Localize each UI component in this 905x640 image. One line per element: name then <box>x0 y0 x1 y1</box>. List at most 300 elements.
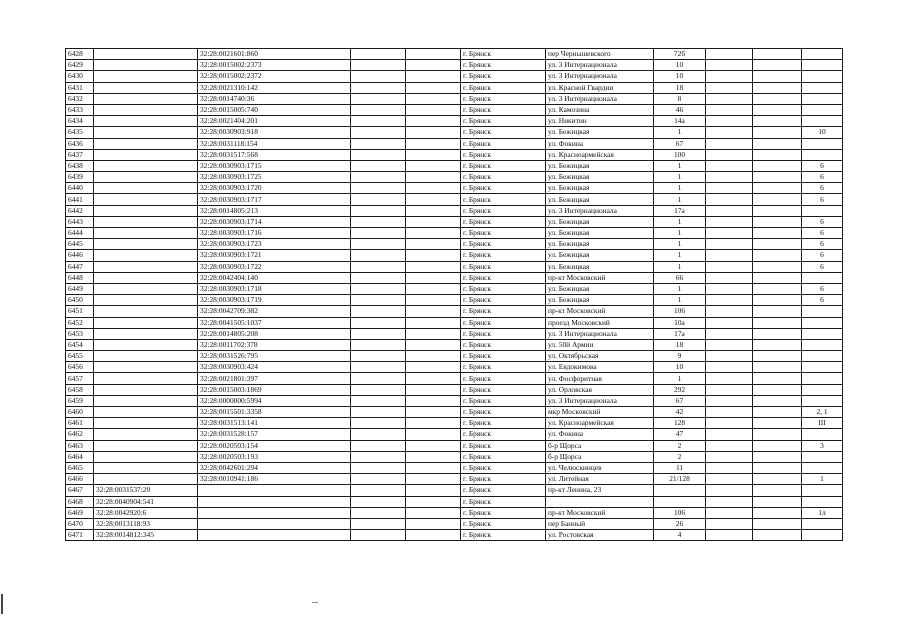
house-number-cell: 1 <box>654 250 706 261</box>
empty-cell <box>406 104 461 115</box>
cadastral-number-cell <box>94 71 198 82</box>
empty-cell <box>406 205 461 216</box>
cadastral-number-cell <box>94 149 198 160</box>
apartment-cell <box>802 384 843 395</box>
empty-cell <box>351 474 406 485</box>
street-cell: ул. Бежицкая <box>546 250 654 261</box>
empty-cell <box>351 295 406 306</box>
empty-cell <box>706 93 753 104</box>
cadastral-number-cell <box>94 261 198 272</box>
city-cell: г. Брянск <box>461 49 546 60</box>
cadastral-number-cell <box>94 362 198 373</box>
empty-cell <box>706 194 753 205</box>
street-cell: ул. Бежицкая <box>546 295 654 306</box>
city-cell: г. Брянск <box>461 351 546 362</box>
apartment-cell: 6 <box>802 295 843 306</box>
street-cell: пер Банный <box>546 518 654 529</box>
row-number-cell: 6466 <box>66 474 94 485</box>
empty-cell <box>406 239 461 250</box>
cadastral-number-alt-cell <box>198 496 351 507</box>
house-number-cell: 10 <box>654 71 706 82</box>
street-cell: ул. Бежицкая <box>546 228 654 239</box>
city-cell: г. Брянск <box>461 317 546 328</box>
apartment-cell <box>802 429 843 440</box>
cadastral-number-cell <box>94 116 198 127</box>
table-row <box>66 216 843 227</box>
empty-cell <box>753 272 802 283</box>
city-cell: г. Брянск <box>461 407 546 418</box>
row-number-cell: 6436 <box>66 138 94 149</box>
empty-cell <box>753 104 802 115</box>
table-row <box>66 328 843 339</box>
city-cell: г. Брянск <box>461 160 546 171</box>
empty-cell <box>351 328 406 339</box>
cadastral-number-cell <box>94 373 198 384</box>
house-number-cell <box>654 485 706 496</box>
cadastral-number-alt-cell: 32:28:0010941:186 <box>198 474 351 485</box>
table-row <box>66 261 843 272</box>
street-cell: ул. 3 Интернационала <box>546 71 654 82</box>
house-number-cell: 100 <box>654 149 706 160</box>
empty-cell <box>706 418 753 429</box>
cadastral-number-cell <box>94 272 198 283</box>
cadastral-number-alt-cell: 32:28:0030903:918 <box>198 127 351 138</box>
empty-cell <box>351 395 406 406</box>
table-row <box>66 82 843 93</box>
apartment-cell: 6 <box>802 183 843 194</box>
row-number-cell: 6470 <box>66 518 94 529</box>
row-number-cell: 6431 <box>66 82 94 93</box>
street-cell: ул. Красной Гвардии <box>546 82 654 93</box>
empty-cell <box>406 149 461 160</box>
street-cell: ул. Фосфоритная <box>546 373 654 384</box>
empty-cell <box>351 239 406 250</box>
cadastral-number-alt-cell: 32:28:0042404:140 <box>198 272 351 283</box>
table-row <box>66 60 843 71</box>
empty-cell <box>351 60 406 71</box>
row-number-cell: 6462 <box>66 429 94 440</box>
house-number-cell: 1 <box>654 216 706 227</box>
empty-cell <box>351 317 406 328</box>
house-number-cell: 1 <box>654 239 706 250</box>
empty-cell <box>351 93 406 104</box>
city-cell: г. Брянск <box>461 462 546 473</box>
cadastral-number-alt-cell: 32:28:0030903:1715 <box>198 160 351 171</box>
house-number-cell: 11 <box>654 462 706 473</box>
empty-cell <box>753 362 802 373</box>
empty-cell <box>406 407 461 418</box>
cadastral-number-alt-cell <box>198 518 351 529</box>
empty-cell <box>351 496 406 507</box>
house-number-cell: 26 <box>654 518 706 529</box>
cadastral-number-cell: 32:28:0013118:93 <box>94 518 198 529</box>
empty-cell <box>753 451 802 462</box>
table-row <box>66 496 843 507</box>
cadastral-number-alt-cell: 32:28:0030903:1719 <box>198 295 351 306</box>
street-cell: пр-кт Московский <box>546 272 654 283</box>
table-row <box>66 474 843 485</box>
house-number-cell: 128 <box>654 418 706 429</box>
empty-cell <box>753 216 802 227</box>
empty-cell <box>406 183 461 194</box>
row-number-cell: 6434 <box>66 116 94 127</box>
street-cell: б-р Щорса <box>546 451 654 462</box>
cadastral-number-alt-cell: 32:28:0021601:860 <box>198 49 351 60</box>
table-row <box>66 317 843 328</box>
cadastral-number-alt-cell <box>198 485 351 496</box>
empty-cell <box>406 82 461 93</box>
cadastral-number-cell <box>94 172 198 183</box>
empty-cell <box>406 261 461 272</box>
empty-cell <box>706 530 753 541</box>
cadastral-number-alt-cell: 32:28:0030903:1722 <box>198 261 351 272</box>
row-number-cell: 6433 <box>66 104 94 115</box>
cadastral-number-alt-cell: 32:28:0011702:378 <box>198 339 351 350</box>
empty-cell <box>406 328 461 339</box>
empty-cell <box>351 127 406 138</box>
empty-cell <box>706 71 753 82</box>
street-cell: ул. Бежицкая <box>546 261 654 272</box>
cadastral-number-alt-cell: 32:28:0020503:154 <box>198 440 351 451</box>
row-number-cell: 6460 <box>66 407 94 418</box>
house-number-cell: 42 <box>654 407 706 418</box>
cadastral-number-alt-cell: 32:28:0015005:740 <box>198 104 351 115</box>
empty-cell <box>706 306 753 317</box>
row-number-cell: 6461 <box>66 418 94 429</box>
table-row <box>66 183 843 194</box>
row-number-cell: 6452 <box>66 317 94 328</box>
house-number-cell: 1 <box>654 127 706 138</box>
house-number-cell: 17а <box>654 205 706 216</box>
cadastral-number-cell: 32:28:0040904:541 <box>94 496 198 507</box>
house-number-cell: 1 <box>654 261 706 272</box>
empty-cell <box>351 116 406 127</box>
apartment-cell <box>802 373 843 384</box>
city-cell: г. Брянск <box>461 295 546 306</box>
empty-cell <box>406 518 461 529</box>
row-number-cell: 6430 <box>66 71 94 82</box>
city-cell: г. Брянск <box>461 272 546 283</box>
city-cell: г. Брянск <box>461 104 546 115</box>
empty-cell <box>706 127 753 138</box>
street-cell: ул. Никитин <box>546 116 654 127</box>
street-cell: ул. Фокина <box>546 429 654 440</box>
row-number-cell: 6448 <box>66 272 94 283</box>
empty-cell <box>753 149 802 160</box>
table-row <box>66 93 843 104</box>
cadastral-number-cell <box>94 418 198 429</box>
house-number-cell: 72б <box>654 49 706 60</box>
empty-cell <box>406 485 461 496</box>
apartment-cell: 6 <box>802 216 843 227</box>
empty-cell <box>706 138 753 149</box>
empty-cell <box>753 530 802 541</box>
row-number-cell: 6440 <box>66 183 94 194</box>
empty-cell <box>406 116 461 127</box>
scan-edge-mark <box>1 594 3 614</box>
apartment-cell: 1л <box>802 507 843 518</box>
registry-rows <box>66 49 843 541</box>
cadastral-number-cell <box>94 82 198 93</box>
table-row <box>66 384 843 395</box>
cadastral-number-alt-cell: 32:28:0031118:154 <box>198 138 351 149</box>
empty-cell <box>351 272 406 283</box>
city-cell: г. Брянск <box>461 261 546 272</box>
empty-cell <box>753 496 802 507</box>
street-cell: ул. 3 Интернационала <box>546 205 654 216</box>
row-number-cell: 6467 <box>66 485 94 496</box>
empty-cell <box>753 485 802 496</box>
apartment-cell <box>802 60 843 71</box>
house-number-cell: 66 <box>654 272 706 283</box>
street-cell: ул. Бежицкая <box>546 216 654 227</box>
city-cell: г. Брянск <box>461 418 546 429</box>
cadastral-number-alt-cell: 32:28:0014740:36 <box>198 93 351 104</box>
apartment-cell: 6 <box>802 250 843 261</box>
street-cell: ул. 3 Интернационала <box>546 395 654 406</box>
house-number-cell: 1 <box>654 283 706 294</box>
row-number-cell: 6432 <box>66 93 94 104</box>
apartment-cell <box>802 395 843 406</box>
row-number-cell: 6447 <box>66 261 94 272</box>
cadastral-number-cell <box>94 160 198 171</box>
city-cell: г. Брянск <box>461 127 546 138</box>
cadastral-number-cell <box>94 317 198 328</box>
empty-cell <box>706 485 753 496</box>
city-cell: г. Брянск <box>461 384 546 395</box>
empty-cell <box>406 530 461 541</box>
city-cell: г. Брянск <box>461 328 546 339</box>
empty-cell <box>351 228 406 239</box>
apartment-cell <box>802 306 843 317</box>
city-cell: г. Брянск <box>461 149 546 160</box>
apartment-cell: 10 <box>802 127 843 138</box>
empty-cell <box>706 339 753 350</box>
cadastral-number-alt-cell: 32:28:0015002:2373 <box>198 60 351 71</box>
row-number-cell: 6439 <box>66 172 94 183</box>
empty-cell <box>351 160 406 171</box>
empty-cell <box>406 440 461 451</box>
street-cell: ул. Бежицкая <box>546 283 654 294</box>
row-number-cell: 6456 <box>66 362 94 373</box>
row-number-cell: 6437 <box>66 149 94 160</box>
house-number-cell: 18 <box>654 339 706 350</box>
empty-cell <box>706 250 753 261</box>
cadastral-number-cell <box>94 228 198 239</box>
apartment-cell <box>802 138 843 149</box>
empty-cell <box>753 93 802 104</box>
cadastral-number-alt-cell: 32:28:0021404:201 <box>198 116 351 127</box>
house-number-cell: 1 <box>654 160 706 171</box>
empty-cell <box>706 351 753 362</box>
house-number-cell: 47 <box>654 429 706 440</box>
city-cell: г. Брянск <box>461 507 546 518</box>
empty-cell <box>706 239 753 250</box>
cadastral-number-alt-cell: 32:28:0031517:568 <box>198 149 351 160</box>
scan-dust-mark <box>312 602 318 603</box>
empty-cell <box>406 351 461 362</box>
empty-cell <box>351 149 406 160</box>
empty-cell <box>351 462 406 473</box>
apartment-cell <box>802 518 843 529</box>
city-cell: г. Брянск <box>461 216 546 227</box>
city-cell: г. Брянск <box>461 183 546 194</box>
street-cell: ул. Красноармейская <box>546 149 654 160</box>
empty-cell <box>706 440 753 451</box>
street-cell: мкр Московский <box>546 407 654 418</box>
empty-cell <box>753 418 802 429</box>
city-cell: г. Брянск <box>461 496 546 507</box>
city-cell: г. Брянск <box>461 429 546 440</box>
cadastral-number-alt-cell: 32:28:0030903:1716 <box>198 228 351 239</box>
cadastral-number-cell <box>94 283 198 294</box>
row-number-cell: 6428 <box>66 49 94 60</box>
apartment-cell <box>802 485 843 496</box>
city-cell: г. Брянск <box>461 250 546 261</box>
empty-cell <box>406 49 461 60</box>
empty-cell <box>753 205 802 216</box>
cadastral-number-cell <box>94 328 198 339</box>
house-number-cell: 9 <box>654 351 706 362</box>
table-row <box>66 104 843 115</box>
cadastral-number-alt-cell: 32:28:0030903:1720 <box>198 183 351 194</box>
empty-cell <box>351 407 406 418</box>
street-cell: ул. 3 Интернационала <box>546 328 654 339</box>
table-row <box>66 250 843 261</box>
table-row <box>66 127 843 138</box>
apartment-cell: 6 <box>802 194 843 205</box>
cadastral-number-alt-cell: 32:28:0020503:193 <box>198 451 351 462</box>
empty-cell <box>753 373 802 384</box>
empty-cell <box>706 283 753 294</box>
cadastral-number-alt-cell: 32:28:0021310:142 <box>198 82 351 93</box>
row-number-cell: 6445 <box>66 239 94 250</box>
empty-cell <box>753 429 802 440</box>
street-cell <box>546 496 654 507</box>
apartment-cell <box>802 49 843 60</box>
table-row <box>66 451 843 462</box>
empty-cell <box>406 462 461 473</box>
empty-cell <box>351 351 406 362</box>
empty-cell <box>406 60 461 71</box>
house-number-cell: 1 <box>654 228 706 239</box>
city-cell: г. Брянск <box>461 93 546 104</box>
cadastral-number-alt-cell: 32:28:0031513:141 <box>198 418 351 429</box>
apartment-cell: 6 <box>802 160 843 171</box>
empty-cell <box>351 384 406 395</box>
table-row <box>66 149 843 160</box>
table-row <box>66 351 843 362</box>
apartment-cell: 3 <box>802 440 843 451</box>
empty-cell <box>753 250 802 261</box>
empty-cell <box>706 395 753 406</box>
empty-cell <box>753 462 802 473</box>
row-number-cell: 6441 <box>66 194 94 205</box>
cadastral-number-cell <box>94 239 198 250</box>
street-cell: пер Чернышевского <box>546 49 654 60</box>
empty-cell <box>753 306 802 317</box>
apartment-cell: 6 <box>802 172 843 183</box>
table-row <box>66 205 843 216</box>
row-number-cell: 6446 <box>66 250 94 261</box>
empty-cell <box>753 49 802 60</box>
empty-cell <box>753 239 802 250</box>
cadastral-number-cell <box>94 104 198 115</box>
city-cell: г. Брянск <box>461 306 546 317</box>
cadastral-number-cell <box>94 138 198 149</box>
empty-cell <box>706 116 753 127</box>
cadastral-number-alt-cell: 32:28:0030903:424 <box>198 362 351 373</box>
cadastral-number-alt-cell: 32:28:0030903:1725 <box>198 172 351 183</box>
apartment-cell <box>802 82 843 93</box>
street-cell: ул. Ростовская <box>546 530 654 541</box>
table-row <box>66 295 843 306</box>
empty-cell <box>753 518 802 529</box>
row-number-cell: 6463 <box>66 440 94 451</box>
empty-cell <box>351 429 406 440</box>
apartment-cell <box>802 362 843 373</box>
empty-cell <box>351 518 406 529</box>
house-number-cell: 106 <box>654 507 706 518</box>
empty-cell <box>406 216 461 227</box>
row-number-cell: 6459 <box>66 395 94 406</box>
cadastral-number-cell <box>94 49 198 60</box>
empty-cell <box>706 373 753 384</box>
city-cell: г. Брянск <box>461 228 546 239</box>
cadastral-number-alt-cell: 32:28:0031526:795 <box>198 351 351 362</box>
house-number-cell: 10 <box>654 60 706 71</box>
street-cell: ул. 3 Интернационала <box>546 60 654 71</box>
empty-cell <box>753 317 802 328</box>
apartment-cell <box>802 205 843 216</box>
cadastral-number-cell <box>94 205 198 216</box>
city-cell: г. Брянск <box>461 82 546 93</box>
empty-cell <box>406 127 461 138</box>
empty-cell <box>351 451 406 462</box>
cadastral-number-cell <box>94 93 198 104</box>
table-row <box>66 71 843 82</box>
empty-cell <box>753 82 802 93</box>
empty-cell <box>406 507 461 518</box>
cadastral-number-cell <box>94 451 198 462</box>
table-row <box>66 138 843 149</box>
street-cell: ул. Бежицкая <box>546 239 654 250</box>
table-row <box>66 228 843 239</box>
table-row <box>66 485 843 496</box>
cadastral-number-alt-cell <box>198 507 351 518</box>
street-cell: ул. Бежицкая <box>546 127 654 138</box>
empty-cell <box>706 429 753 440</box>
house-number-cell: 292 <box>654 384 706 395</box>
row-number-cell: 6469 <box>66 507 94 518</box>
table-row <box>66 462 843 473</box>
city-cell: г. Брянск <box>461 518 546 529</box>
street-cell: ул. 50й Армии <box>546 339 654 350</box>
empty-cell <box>351 530 406 541</box>
street-cell: ул. Бежицкая <box>546 172 654 183</box>
empty-cell <box>706 496 753 507</box>
empty-cell <box>406 250 461 261</box>
empty-cell <box>351 49 406 60</box>
apartment-cell: 6 <box>802 239 843 250</box>
table-row <box>66 429 843 440</box>
table-row <box>66 418 843 429</box>
empty-cell <box>706 172 753 183</box>
cadastral-number-alt-cell: 32:28:0030903:1723 <box>198 239 351 250</box>
cadastral-number-alt-cell: 32:28:0015501:3358 <box>198 407 351 418</box>
empty-cell <box>351 138 406 149</box>
empty-cell <box>706 407 753 418</box>
